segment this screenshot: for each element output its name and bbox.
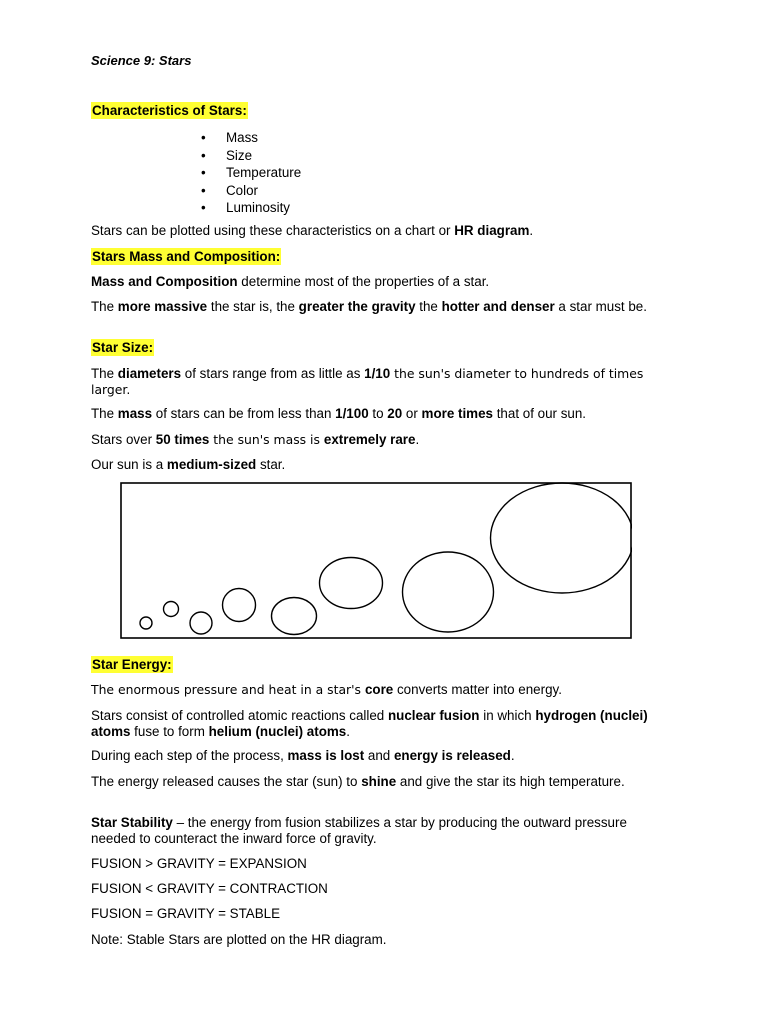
equation-expansion: FUSION > GRAVITY = EXPANSION	[91, 856, 307, 871]
list-item: • Luminosity	[201, 199, 301, 217]
star-size-diagram	[120, 482, 632, 640]
equation-contraction: FUSION < GRAVITY = CONTRACTION	[91, 881, 328, 896]
section-heading-mass: Stars Mass and Composition:	[92, 249, 281, 264]
paragraph-size-4: Our sun is a medium-sized star.	[91, 457, 286, 472]
paragraph-size-1: The diameters of stars range from as little as 1/10 the sun's diameter to hundreds of times larger.	[91, 366, 644, 397]
paragraph-size-3: Stars over 50 times the sun's mass is extremely rare.	[91, 432, 420, 447]
note-text: Note: Stable Stars are plotted on the HR diagram.	[91, 932, 387, 947]
characteristics-list	[201, 129, 301, 217]
paragraph-mass-2: The more massive the star is, the greater the gravity the hotter and denser a star must be.	[91, 299, 647, 314]
section-heading-size: Star Size:	[92, 340, 154, 355]
section-heading-characteristics: Characteristics of Stars:	[92, 103, 247, 118]
paragraph-energy-3: During each step of the process, mass is lost and energy is released.	[91, 748, 515, 763]
list-item: • Size	[201, 147, 301, 165]
equation-stable: FUSION = GRAVITY = STABLE	[91, 906, 281, 921]
list-item: • Color	[201, 182, 301, 200]
list-item: • Temperature	[201, 164, 301, 182]
section-heading-energy: Star Energy:	[92, 657, 172, 672]
paragraph-mass-1: Mass and Composition determine most of the properties of a star.	[91, 274, 490, 289]
paragraph-star-stability: Star Stability – the energy from fusion stabilizes a star by producing the outward pressure needed to counteract the inward force of gravity.	[91, 815, 627, 846]
paragraph-energy-2: Stars consist of controlled atomic reactions called nuclear fusion in which hydrogen (nuclei) atoms fuse to form helium (nuclei) atoms.	[91, 708, 648, 739]
paragraph-energy-1: The enormous pressure and heat in a star's core converts matter into energy.	[91, 682, 562, 697]
page-title: Science 9: Stars	[91, 53, 192, 68]
list-item: • Mass	[201, 129, 301, 147]
diagram-frame	[121, 483, 631, 638]
paragraph-size-2: The mass of stars can be from less than 1/100 to 20 or more times that of our sun.	[91, 406, 587, 421]
paragraph-plotted: Stars can be plotted using these characteristics on a chart or HR diagram.	[91, 223, 534, 238]
paragraph-energy-4: The energy released causes the star (sun) to shine and give the star its high temperature.	[91, 774, 625, 789]
